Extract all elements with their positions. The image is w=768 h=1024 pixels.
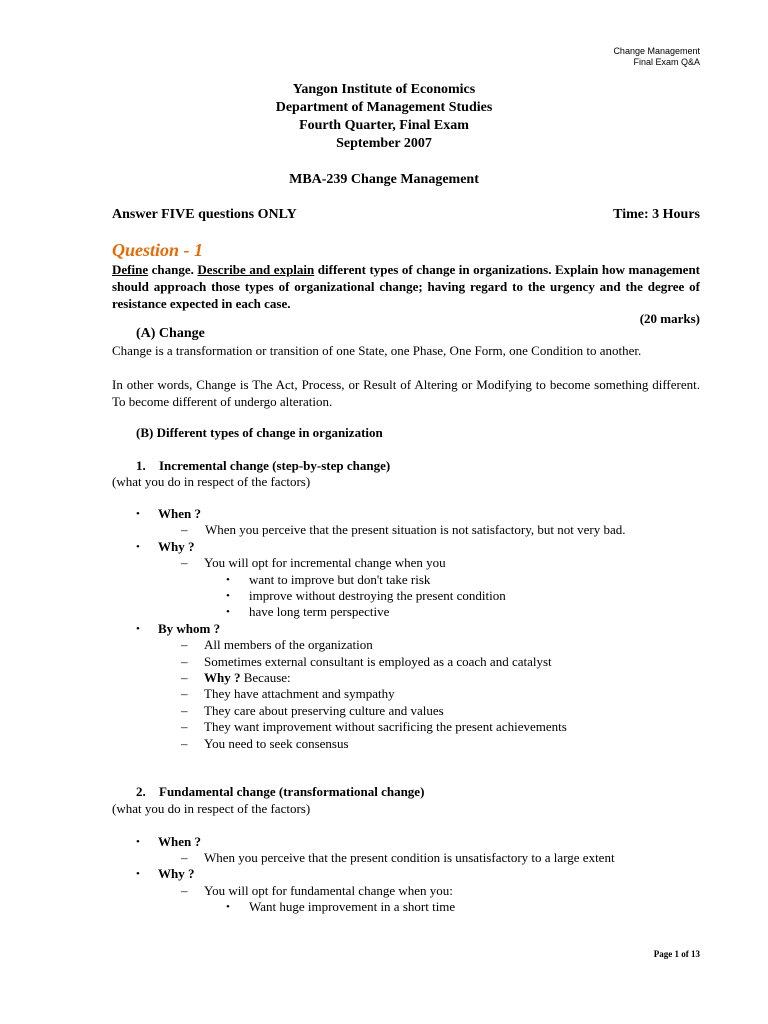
item-1-bywhom-2: Sometimes external consultant is employed as a coach and catalyst (204, 654, 552, 669)
section-a-para-1: Change is a transformation or transition of one State, one Phase, One Form, one Condition to another. (112, 343, 642, 358)
exam-name: Fourth Quarter, Final Exam (299, 118, 469, 133)
item-1-number: 1. (136, 458, 146, 473)
bullet-glyph: • (226, 574, 230, 586)
bullet-glyph: • (136, 836, 140, 848)
bullet-glyph: • (136, 623, 140, 635)
bullet-glyph: • (136, 541, 140, 553)
item-1-why-point-1: want to improve but don't take risk (249, 572, 431, 587)
item-2-number: 2. (136, 784, 146, 799)
question-prompt (112, 261, 700, 312)
section-b-heading: (B) Different types of change in organization (136, 425, 383, 440)
item-1-bywhom-label: By whom ? (158, 621, 221, 636)
question-marks: (20 marks) (639, 311, 700, 326)
dash-glyph: – (181, 555, 188, 570)
dash-glyph: – (181, 736, 188, 751)
prompt-change: change. (148, 262, 198, 277)
prompt-define: Define (112, 262, 149, 277)
page-number: Page 1 of 13 (653, 949, 700, 959)
bywhom-why-label: Why ? (204, 670, 241, 685)
item-2-why-label: Why ? (158, 866, 195, 881)
course-title: MBA-239 Change Management (289, 172, 479, 187)
dash-glyph: – (181, 522, 188, 537)
item-1-why-point-3: have long term perspective (249, 604, 390, 619)
header-line-2: Final Exam Q&A (633, 57, 700, 67)
exam-instructions: Answer FIVE questions ONLY (112, 207, 297, 222)
exam-time: Time: 3 Hours (613, 207, 700, 222)
institute-name: Yangon Institute of Economics (292, 82, 476, 97)
bywhom-why-text: Because: (240, 670, 291, 685)
dash-glyph: – (181, 703, 188, 718)
dash-glyph: – (181, 850, 188, 865)
item-1-when-label: When ? (158, 506, 201, 521)
item-1-why-intro: You will opt for incremental change when you (204, 555, 446, 570)
question-heading: Question - 1 (112, 240, 204, 260)
exam-date: September 2007 (336, 136, 432, 151)
dash-glyph: – (181, 883, 188, 898)
item-1-why-label: Why ? (158, 539, 195, 554)
prompt-rest: different types of change in organizations. Explain how management should approach those types of organizational change; having regard to the urgency and the degree of resistance expected in each case. (112, 262, 701, 311)
item-2-subtitle: (what you do in respect of the factors) (112, 801, 311, 816)
dash-glyph: – (181, 637, 188, 652)
item-1-why-point-2: improve without destroying the present condition (249, 588, 506, 603)
header-line-1: Change Management (613, 46, 700, 56)
item-1-bywhom-4: They care about preserving culture and values (204, 703, 444, 718)
department-name: Department of Management Studies (275, 100, 493, 115)
item-1-bywhom-6: You need to seek consensus (204, 736, 349, 751)
item-1-when-text: When you perceive that the present situation is not satisfactory, but not very bad. (202, 522, 626, 537)
item-2-title: Fundamental change (transformational change) (159, 784, 425, 799)
bullet-glyph: • (226, 590, 230, 602)
running-header (613, 46, 700, 68)
section-a-heading: (A) Change (136, 326, 205, 341)
item-1-title: Incremental change (step-by-step change) (159, 458, 391, 473)
item-1-bywhom-5: They want improvement without sacrificing the present achievements (204, 719, 567, 734)
prompt-describe: Describe and explain (197, 262, 315, 277)
section-a-para-2: In other words, Change is The Act, Process, or Result of Altering or Modifying to become something different. To become different of undergo alteration. (112, 377, 700, 409)
item-2-when-text: When you perceive that the present condition is unsatisfactory to a large extent (204, 850, 615, 865)
bullet-glyph: • (136, 868, 140, 880)
item-2-when-label: When ? (158, 834, 201, 849)
bullet-glyph: • (226, 606, 230, 618)
item-1-subtitle: (what you do in respect of the factors) (112, 474, 311, 489)
bullet-glyph: • (226, 901, 230, 913)
item-1-bywhom-why (204, 670, 291, 686)
dash-glyph: – (181, 686, 188, 701)
dash-glyph: – (181, 719, 188, 734)
dash-glyph: – (181, 654, 188, 669)
bullet-glyph: • (136, 508, 140, 520)
item-1-bywhom-1: All members of the organization (204, 637, 373, 652)
item-2-why-intro: You will opt for fundamental change when you: (204, 883, 453, 898)
item-1-bywhom-3: They have attachment and sympathy (204, 686, 395, 701)
item-2-why-point-1: Want huge improvement in a short time (249, 899, 456, 914)
dash-glyph: – (181, 670, 188, 685)
